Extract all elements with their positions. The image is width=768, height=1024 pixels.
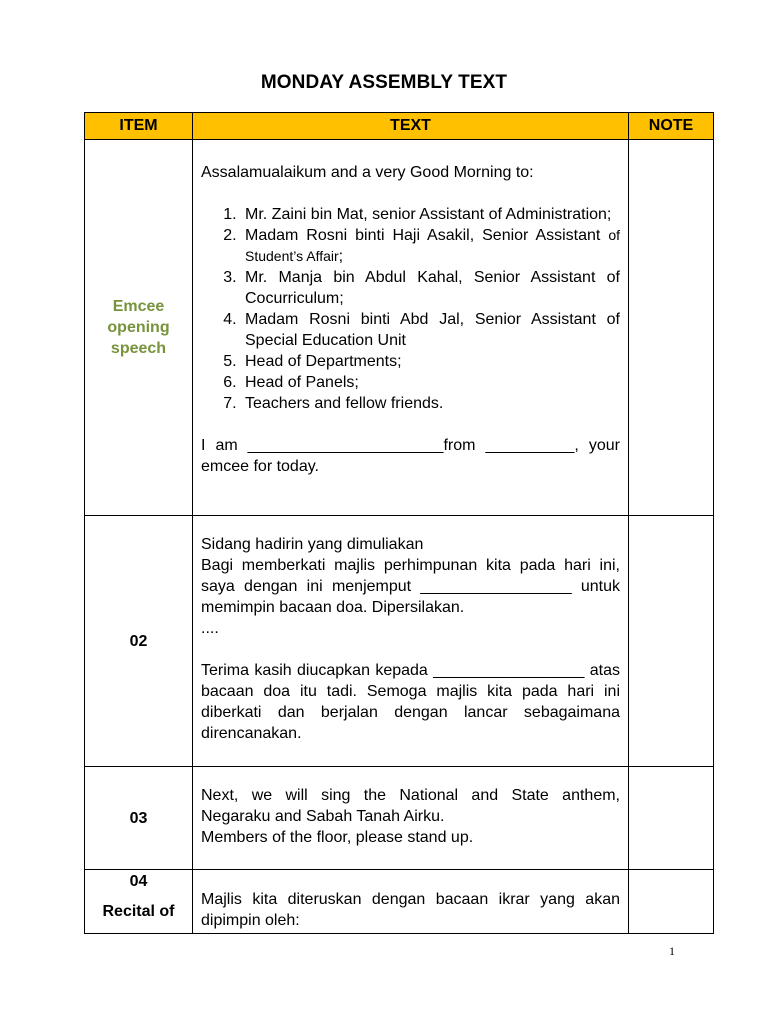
text-cell: [193, 870, 629, 934]
paragraph: Bagi memberkati majlis perhimpunan kita pada hari ini, saya dengan ini menjemput _________________ untuk memimpin bacaan doa. Dipersilakan.: [201, 557, 620, 616]
table-row: [85, 516, 714, 767]
list-item: 5. Head of Departments;: [241, 351, 620, 372]
paragraph: ....: [201, 620, 219, 637]
table-row: [85, 870, 714, 934]
table-row: [85, 767, 714, 870]
note-cell: [629, 140, 714, 516]
list-item: 1. Mr. Zaini bin Mat, senior Assistant of Administration;: [241, 204, 620, 225]
item-label: opening: [107, 319, 170, 336]
paragraph: Terima kasih diucapkan kepada _________________ atas bacaan doa itu tadi. Semoga majlis kita pada hari ini diberkati dan berjalan dengan lancar sebagaimana direncanakan.: [201, 662, 620, 742]
item-label: Recital of: [102, 903, 175, 920]
list-item: 7. Teachers and fellow friends.: [241, 393, 620, 414]
closing-text: I am ______________________from __________, your emcee for today.: [201, 437, 620, 475]
item-cell: [85, 870, 193, 934]
list-item: 3. Mr. Manja bin Abdul Kahal, Senior Assistant of Cocurriculum;: [241, 267, 620, 309]
page-number: 1: [669, 944, 675, 958]
note-cell: [629, 870, 714, 934]
list-item: 6. Head of Panels;: [241, 372, 620, 393]
header-item: ITEM: [85, 113, 193, 140]
header-text: TEXT: [193, 113, 629, 140]
greeting-text: Assalamualaikum and a very Good Morning to:: [201, 164, 534, 181]
paragraph: Majlis kita diteruskan dengan bacaan ikrar yang akan dipimpin oleh:: [201, 891, 620, 929]
list-item: 2. Madam Rosni binti Haji Asakil, Senior Assistant of Student’s Affair;: [241, 225, 620, 267]
paragraph: Next, we will sing the National and State anthem, Negaraku and Sabah Tanah Airku.: [201, 787, 620, 825]
text-cell: [193, 516, 629, 767]
guest-list: [201, 204, 620, 414]
text-cell: [193, 767, 629, 870]
paragraph: Members of the floor, please stand up.: [201, 829, 474, 846]
page-title: MONDAY ASSEMBLY TEXT: [260, 72, 508, 93]
header-note: NOTE: [629, 113, 714, 140]
item-cell-emcee: [85, 140, 193, 516]
table-row: [85, 140, 714, 516]
item-cell: 03: [85, 767, 193, 870]
table-header-row: [85, 113, 714, 140]
item-label: speech: [110, 340, 167, 357]
list-item: 4. Madam Rosni binti Abd Jal, Senior Assistant of Special Education Unit: [241, 309, 620, 351]
item-label: 04: [129, 873, 148, 890]
paragraph: Sidang hadirin yang dimuliakan: [201, 536, 424, 553]
note-cell: [629, 767, 714, 870]
text-cell: [193, 140, 629, 516]
assembly-table: [84, 112, 714, 934]
item-cell: 02: [85, 516, 193, 767]
note-cell: [629, 516, 714, 767]
item-label: Emcee: [112, 298, 165, 315]
